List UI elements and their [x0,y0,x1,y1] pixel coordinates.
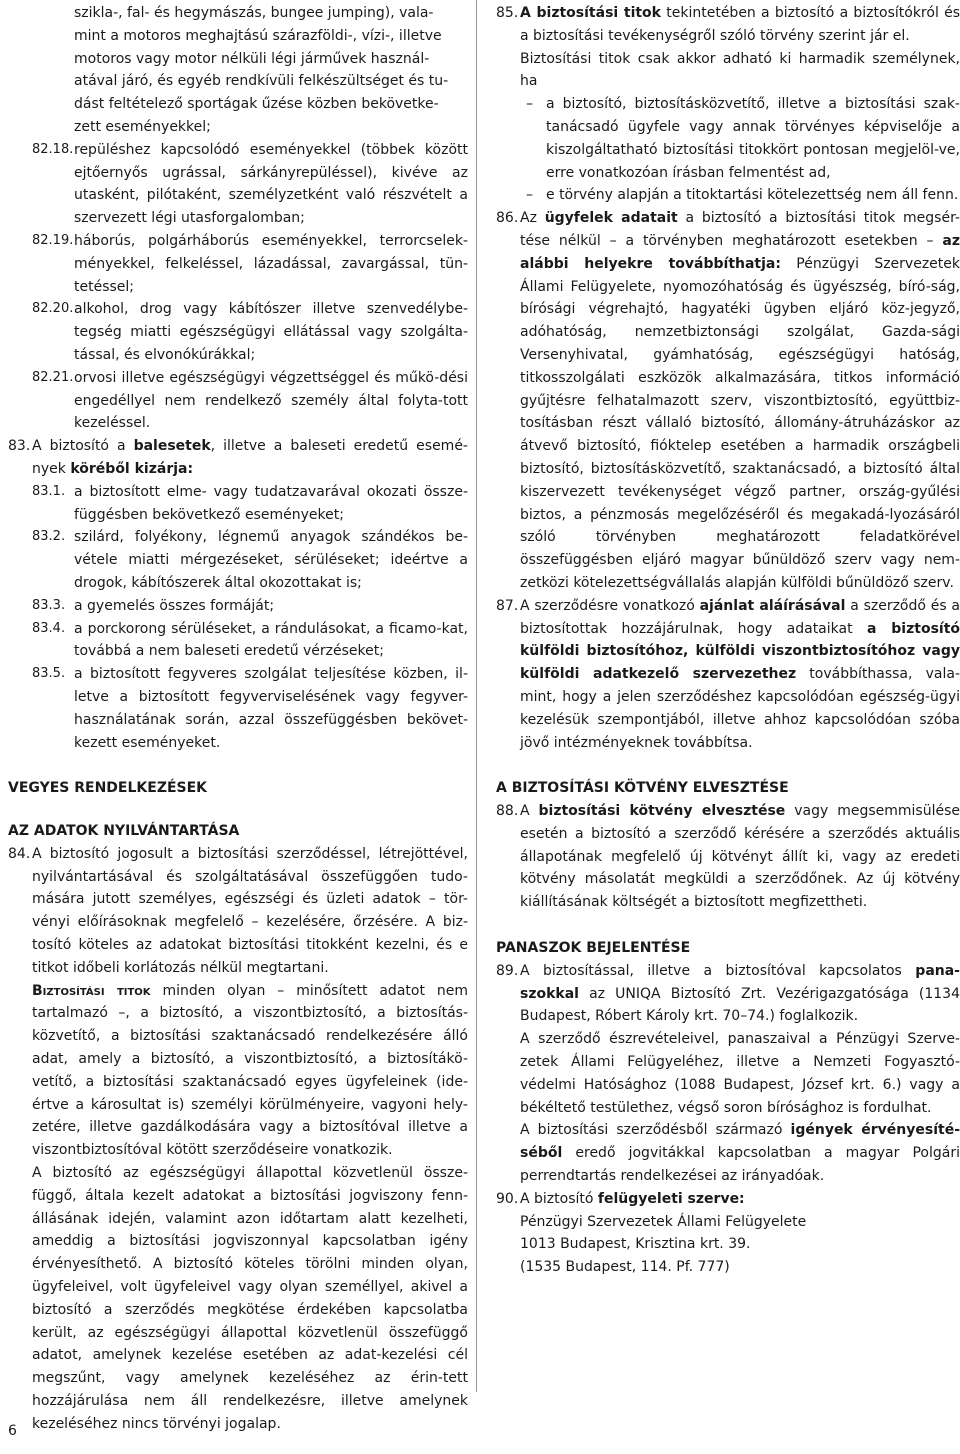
clause-number: 83.5. [32,666,66,682]
clause-90 [496,1188,960,1211]
clause-number: 89. [496,962,519,979]
spacer [8,800,468,820]
dash-text: a biztosító, biztosításközvetítő, illetve a biztosítási szak-tanácsadó ügyfele vagy annak törvényes képviselője a kiszolgáltatható biztosítási titokkört pontosan megjelöl-ve, erre vonatkozóan írásban felmentést ad, [546,96,960,181]
clause-82-19 [8,230,468,298]
clause-83-3 [8,595,468,618]
dash-mark: – [526,187,533,204]
clause-82-18 [8,139,468,230]
clause-88 [496,800,960,914]
clause-number: 83. [8,438,31,455]
clause-82-17-line: szikla-, fal- és hegymászás, bungee jumping), vala- [74,5,434,21]
clause-82-21 [8,367,468,435]
clause-82-17-line: zett eseményekkel; [74,118,211,135]
clause-text: A biztosítással, illetve a biztosítóval kapcsolatos pana-szokkal az UNIQA Biztosító Zrt. Vezérigazgatósága (1134 Budapest, Róbert Károly krt. 70–74.) foglalkozik. [520,962,960,1025]
clause-text: A biztosító a balesetek, illetve a baleseti eredetű esemé-nyek köréből kizárja: [32,438,468,477]
clause-text: A szerződésre vonatkozó ajánlat aláírásával a szerződő és a biztosítottak hozzájárulnak, hogy adataikat a biztosító külföldi biztosítóhoz, külföldi viszontbiztosítóhoz vagy külföldi adatkezelő szervezethez továbbíthassa, vala-mint, hogy a jelen szerződéshez kapcsolódóan egészség-ügyi kezelésük szempontjából, illetve ahhoz kapcsolódóan szóba jövő intézményeknek továbbítsa. [520,597,960,751]
section-heading-panaszok: PANASZOK BEJELENTÉSE [496,940,691,957]
section-heading-adatok: AZ ADATOK NYILVÁNTARTÁSA [8,823,240,840]
clause-83-4 [8,618,468,664]
spacer [496,914,960,937]
left-column-body [8,2,468,1436]
clause-number: 83.3. [32,597,66,613]
clause-number: 82.21. [32,369,74,385]
clause-text: A biztosítási kötvény elvesztése vagy megsemmisülése esetén a biztosító a szerződő kérésére a szerződés aktuális állapotának megfelelő új kötvényt állít ki, vagy az eredeti kötvény másolatát megküldi a szerződőnek. Az új kötvény kiállításának költségét a biztosított megfizettheti. [520,803,960,911]
column-divider [476,0,477,1392]
clause-number: 82.20. [32,301,74,317]
clause-text: szilárd, folyékony, légnemű anyagok szándékos be-vétele miatti mérgezéseket, sérüléseket; ideértve a drogok, kábítószerek által okozottakat is; [74,529,468,591]
clause-text: alkohol, drog vagy kábítószer illetve szenvedélybe-tegség miatti egészségügyi ellátással vagy szolgálta-tással, és elvonókúrákkal; [74,301,468,363]
clause-number: 83.4. [32,620,66,636]
right-column-body [496,2,960,1279]
clause-text: repüléshez kapcsolódó eseményekkel (többek között ejtőernyős ugrással, sárkányrepüléssel), kivéve az utasként, pilótaként, személyzetként való részvételt a szervezett légi utasforgalomban; [74,141,468,227]
clause-85 [496,2,960,48]
bold-text: az alábbi helyekre továbbíthatja: [520,232,960,272]
clause-83-5 [8,663,468,754]
bold-text: igények érvényesíté-séből [520,1122,960,1162]
clause-89-claims: A biztosítási szerződésből származó igények érvényesíté-séből eredő jogvitákkal kapcsolatban a magyar Polgári perrendtartás rendelkezései az irányadóak. [520,1122,960,1185]
clause-text: háborús, polgárháborús eseményekkel, terrorcselek-ményekkel, felkeléssel, lázadással, zavargással, tün-tetéssel; [74,232,468,295]
dash-mark: – [526,96,533,113]
clause-82-20 [8,298,468,366]
clause-84 [8,843,468,980]
bold-text: ügyfelek adatait [544,210,678,227]
clause-number: 82.18. [32,141,74,157]
dash-text: e törvény alapján a titoktartási kötelezettség nem áll fenn. [546,187,959,204]
dash-item [496,184,960,207]
section-heading-vegyes: VEGYES RENDELKEZÉSEK [8,780,208,797]
clause-number: 84. [8,845,31,862]
clause-83-1 [8,481,468,527]
bold-text: ajánlat aláírásával [699,597,846,614]
clause-83 [8,435,468,481]
clause-text: A biztosító jogosult a biztosítási szerződéssel, létrejöttével, nyilvántartásával és szolgáltatásával összefüggően tudo-mására jutott személyes, egészségi és üzleti adatok – tör-vényi előírásoknak megfelelő – kezelésére, őrzésére. A biz-tosító köteles az adatokat biztosítási titokként kezelni, és e titkot időbeli korlátozás nélkül megtartani. [32,845,468,976]
supervisor-address-line: 1013 Budapest, Krisztina krt. 39. [520,1236,751,1253]
supervisor-address-line: Pénzügyi Szervezetek Állami Felügyelete [520,1213,807,1230]
clause-89 [496,960,960,1028]
bold-text: pana-szokkal [520,962,960,1002]
clause-number: 87. [496,597,519,614]
clause-number: 83.1. [32,483,66,499]
clause-text: A biztosító felügyeleti szerve: [520,1190,745,1207]
clause-text: a biztosított elme- vagy tudatzavarával okozati össze-függésben bekövetkező eseményeket; [74,483,468,523]
clause-number: 83.2. [32,529,66,545]
clause-83-2 [8,526,468,594]
clause-text: A biztosítási titok tekintetében a biztosító a biztosítókról és a biztosítási tevékenységről szóló törvény szerint jár el. [520,5,960,44]
clause-text: a gyemelés összes formáját; [74,597,275,614]
clause-84-health-data: A biztosító az egészségügyi állapottal közvetlenül össze-függő, általa kezelt adatokat a biztosítási jogviszony fenn-állásának idején, valamint azon időtartam alatt kezelheti, ameddig a biztosítási jogviszonnyal kapcsolatban igény érvényesíthető. A biztosító köteles törölni minden olyan, ügyfeleivel, volt ügyfeleivel vagy olyan személlyel, akivel a biztosító a szerződés megkötése érdekében kapcsolatba került, az egészségügyi állapottal közvetlenül összefüggő adatot, amelynek kezelése esetében az adat-kezelési cél megszűnt, vagy amelynek kezeléséhez az érin-tett hozzájárulása nem áll rendelkezésre, illetve amelynek kezeléséhez nincs törvényi jogalap. [32,1165,468,1432]
defined-term: Biztosítási titok [32,982,151,999]
clause-87 [496,595,960,755]
clause-number: 88. [496,803,519,820]
clause-number: 90. [496,1190,519,1207]
clause-82-17-line: dást feltételező sportágak űzése közben bekövetke- [74,96,439,113]
spacer [496,754,960,777]
bold-text: a biztosító külföldi biztosítóhoz, külföldi viszontbiztosítóhoz vagy külföldi adatkezelő szervezethez [520,620,960,683]
clause-82-17-line: atával járó, és egyéb rendkívüli felkészültséget és tu- [74,73,449,90]
bold-text: balesetek [133,438,211,455]
bold-text: felügyeleti szerve: [597,1190,745,1207]
clause-number: 86. [496,210,519,227]
bold-text: köréből kizárja: [70,460,194,477]
clause-82-17-line: mint a motoros meghajtású szárazföldi-, vízi-, illetve [74,27,442,44]
bold-text: biztosítási kötvény elvesztése [538,803,786,820]
clause-89-complaint: A szerződő észrevételeivel, panaszaival a Pénzügyi Szerve-zetek Állami Felügyeléhez, illetve a Nemzeti Fogyasztó-védelmi Hatósághoz (1088 Budapest, József krt. 6.) vagy a békéltető testülethez, végső soron bírósághoz is fordulhat. [520,1031,960,1116]
clause-82-17-line: motoros vagy motor nélküli légi járművek használ- [74,50,430,67]
clause-85-secret: Biztosítási titok csak akkor adható ki harmadik személynek, ha [520,50,960,90]
dash-item [496,93,960,184]
page-number: 6 [8,1423,17,1439]
clause-text: Az ügyfelek adatait a biztosító a biztosítási titok megsér-tése nélkül – a törvényben meghatározott esetekben – az alábbi helyekre továbbíthatja: Pénzügyi Szervezetek Állami Felügyelete, nyomozóhatóság és ügyészség, bíró-ság, bírósági végrehajtó, hagyatéki ügyben eljáró köz-jegyző, adóhatóság, nemzetbiztonsági szolgálat, Gazda-sági Versenyhivatal, gyámhatóság, egészségügyi hatóság, titkosszolgálati eszközök alkalmazására, titkos információ gyűjtésre felhatalmazott szerv, viszontbiztosító, együttbiz-tosításban részt vállaló biztosító, állomány-átruházáskor az átvevő biztosító, fióktelep esetében a harmadik országbeli biztosító, biztosításközvetítő, szaktanácsadó, a biztosító által kiszervezett tevékenységet végző partner, ország-gyűlési biztos, a pénzmosás megelőzéséről és megakadá-lyozásáról szóló törvényben meghatározott feladatkörével összefüggésben eljáró magyar bűnüldöző szerv vagy nem-zetközi kötelezettségvállalás alapján külföldi bűnüldöző szerv. [520,210,960,591]
clause-text: a porckorong sérüléseket, a rándulásokat, a ficamo-kat, továbbá a nem baleseti eredetű vérzéseket; [74,620,468,660]
clause-text: a biztosított fegyveres szolgálat teljesítése közben, il-letve a biztosított fegyverviselésének vagy fegyver-használatának során, azzal összefüggésben bekövet-kezett eseményeket. [74,666,468,751]
clause-text: orvosi illetve egészségügyi végzettséggel és műkö-dési engedéllyel nem rendelkező személy által folyta-tott kezeléssel. [74,369,468,432]
clause-number: 85. [496,5,519,21]
bold-text: A biztosítási titok [520,5,661,21]
clause-86 [496,207,960,595]
spacer [8,754,468,777]
section-heading-kotveny: A BIZTOSÍTÁSI KÖTVÉNY ELVESZTÉSE [496,780,789,797]
clause-number: 82.19. [32,232,74,248]
supervisor-address-line: (1535 Budapest, 114. Pf. 777) [520,1259,730,1276]
clause-84-titok: Biztosítási titok minden olyan – minősített adatot nem tartalmazó –, a biztosító, a viszontbiztosító, a biztosítás-közvetítő, a biztosítási szaktanácsadó rendelkezésére álló adat, amely a biztosító, a viszontbiztosító, a biztosítákö-vetítő, a biztosítási szaktanácsadó egyes ügyfeleinek (ide-értve a károsultat is) személyi körülményeire, vagyoni hely-zetére, illetve gazdálkodására vagy a biztosítóval illetve a viszontbiztosítóval kötött szerződéseire vonatkozik. [32,982,468,1159]
